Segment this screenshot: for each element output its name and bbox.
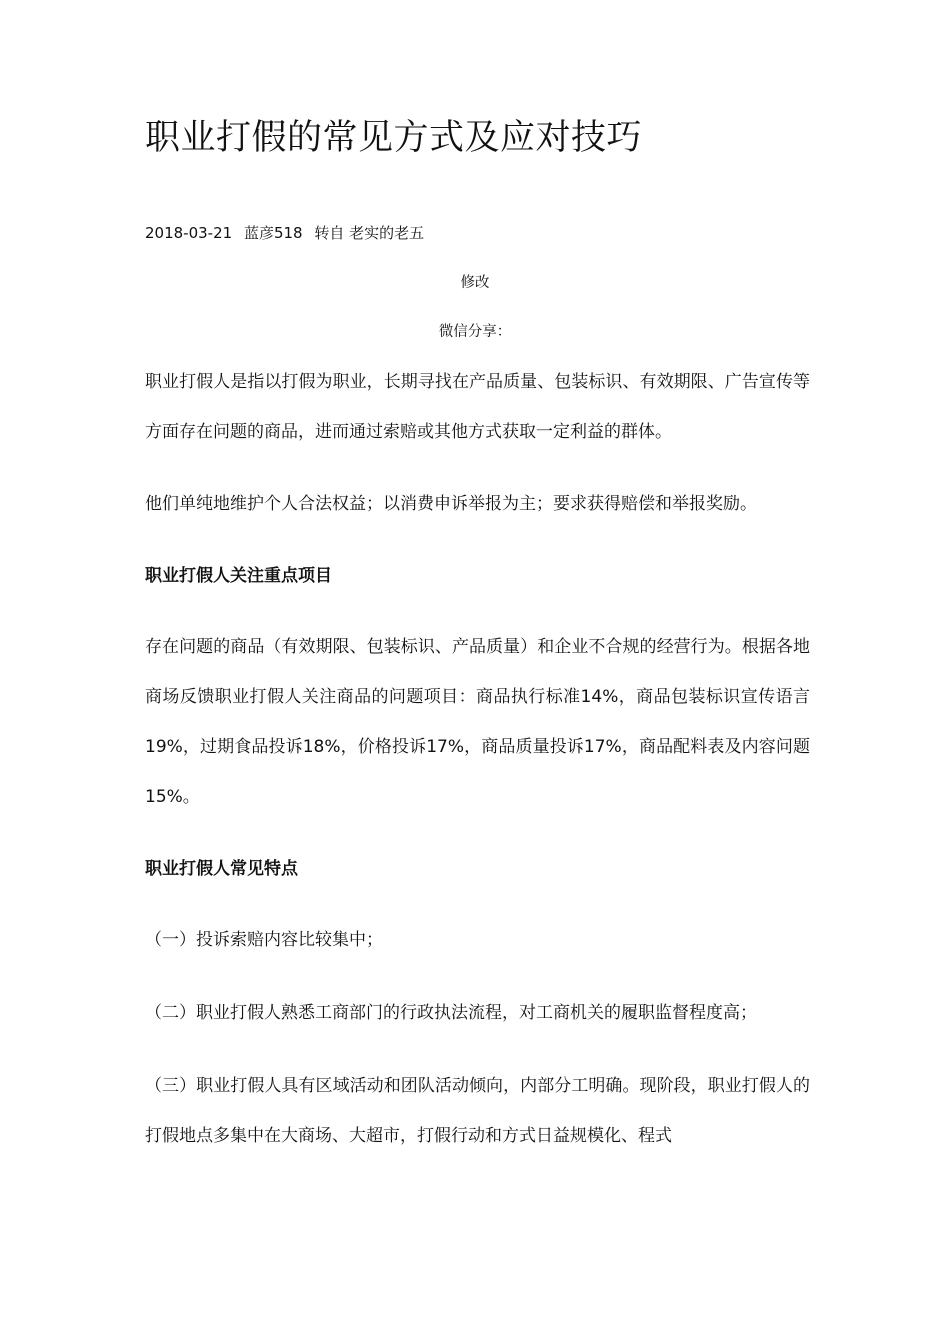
article-title: 职业打假的常见方式及应对技巧 [145,118,643,158]
publish-date: 2018-03-21 [145,224,233,242]
rights-paragraph: 他们单纯地维护个人合法权益；以消费申诉举报为主；要求获得赔偿和举报奖励。 [145,494,757,514]
edit-link[interactable]: 修改 [460,275,490,291]
author-name: 蓝彦518 [243,224,303,242]
intro-paragraph: 职业打假人是指以打假为职业，长期寻找在产品质量、包装标识、有效期限、广告宣传等方面存在问题的商品，进而通过索赔或其他方式获取一定利益的群体。 [145,372,810,442]
section-heading-characteristics: 职业打假人常见特点 [145,859,298,879]
section-heading-focus-items: 职业打假人关注重点项目 [145,566,332,586]
characteristic-item-1: （一）投诉索赔内容比较集中； [145,930,383,950]
characteristic-item-3: （三）职业打假人具有区域活动和团队活动倾向，内部分工明确。现阶段，职业打假人的打假地点多集中在大商场、大超市，打假行动和方式日益规模化、程式 [145,1076,810,1146]
article-meta [145,221,431,245]
wechat-share-label: 微信分享： [438,324,512,340]
source-note: 转自 老实的老五 [314,224,425,242]
characteristic-item-2: （二）职业打假人熟悉工商部门的行政执法流程，对工商机关的履职监督程度高； [145,1003,757,1023]
focus-items-paragraph: 存在问题的商品（有效期限、包装标识、产品质量）和企业不合规的经营行为。根据各地商场反馈职业打假人关注商品的问题项目：商品执行标准14%，商品包装标识宣传语言19%，过期食品投诉18%，价格投诉17%，商品质量投诉17%，商品配料表及内容问题15%。 [145,637,810,807]
